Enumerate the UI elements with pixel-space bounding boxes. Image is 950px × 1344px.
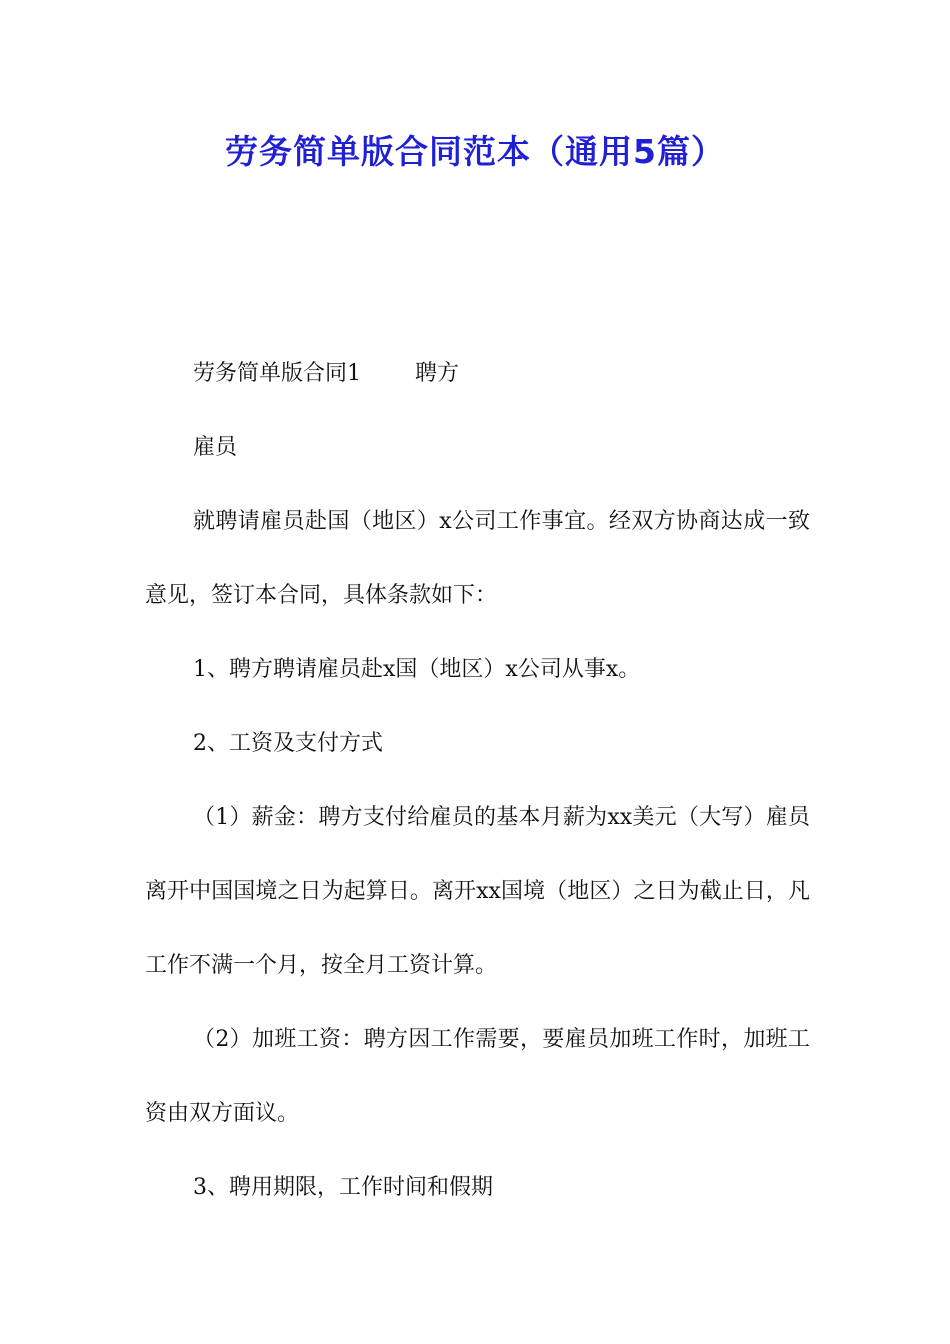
paragraph-clause-2-heading: 2、工资及支付方式 bbox=[193, 731, 383, 756]
contract-heading-text: 劳务简单版合同1 bbox=[193, 361, 361, 386]
paragraph-clause-2-salary: （1）薪金：聘方支付给雇员的基本月薪为xx美元（大写）雇员离开中国国境之日为起算日。离开xx国境（地区）之日为截止日，凡工作不满一个月，按全月工资计算。 bbox=[145, 805, 810, 978]
paragraph-clause-3-heading: 3、聘用期限，工作时间和假期 bbox=[193, 1175, 493, 1200]
paragraph-preamble: 就聘请雇员赴国（地区）x公司工作事宜。经双方协商达成一致意见，签订本合同，具体条款如下： bbox=[145, 509, 810, 608]
paragraph-clause-1: 1、聘方聘请雇员赴x国（地区）x公司从事x。 bbox=[193, 657, 641, 682]
document-body bbox=[145, 337, 810, 1225]
paragraph-employee-label: 雇员 bbox=[193, 435, 238, 460]
paragraph-clause-2-overtime: （2）加班工资：聘方因工作需要，要雇员加班工作时，加班工资由双方面议。 bbox=[145, 1027, 810, 1126]
employer-label: 聘方 bbox=[415, 361, 460, 386]
document-title: 劳务简单版合同范本（通用5篇） bbox=[225, 132, 725, 171]
paragraph-contract-heading bbox=[145, 337, 810, 411]
